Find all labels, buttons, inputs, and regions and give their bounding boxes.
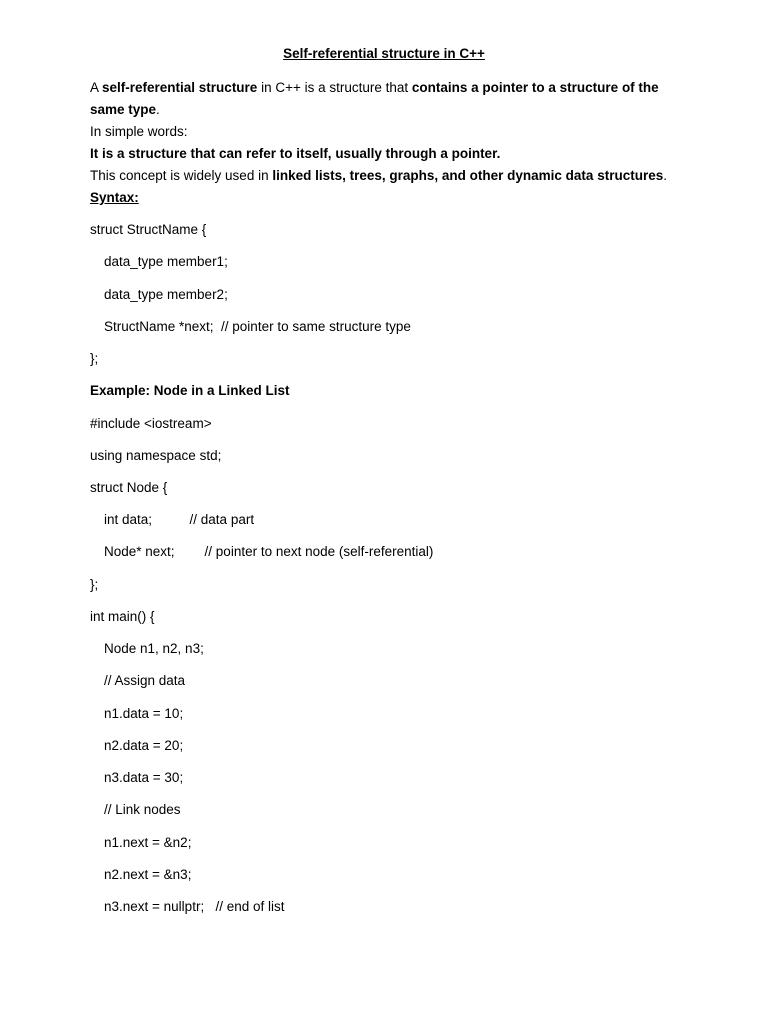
intro-text: A	[90, 80, 103, 95]
intro-bold-phrase: linked lists, trees, graphs, and other dynamic data structures	[272, 168, 664, 183]
example-code-line: };	[90, 577, 99, 592]
example-code-line: Node* next; // pointer to next node (self-referential)	[104, 544, 434, 559]
example-code-line: n3.data = 30;	[104, 770, 184, 785]
intro-text: in C++ is a structure that	[257, 80, 412, 95]
intro-bold-term: self-referential structure	[102, 80, 258, 95]
example-code-line: struct Node {	[90, 480, 168, 495]
example-code-line: n3.next = nullptr; // end of list	[104, 899, 285, 914]
intro-bold-phrase: contains a pointer to a structure of the	[411, 80, 659, 95]
intro-text: This concept is widely used in	[90, 168, 273, 183]
example-code-line: Node n1, n2, n3;	[104, 641, 204, 656]
example-code-line: int data; // data part	[104, 512, 255, 527]
example-code-line: n2.next = &n3;	[104, 867, 192, 882]
intro-line-4: It is a structure that can refer to itself, usually through a pointer.	[90, 146, 501, 161]
example-code-line: int main() {	[90, 609, 155, 624]
intro-line-3: In simple words:	[90, 124, 188, 139]
example-code-line: // Link nodes	[104, 802, 181, 817]
syntax-code-line: StructName *next; // pointer to same structure type	[104, 319, 411, 334]
intro-text: .	[663, 168, 667, 183]
syntax-code-line: struct StructName {	[90, 222, 207, 237]
syntax-code-line: data_type member1;	[104, 254, 228, 269]
intro-line-5	[90, 165, 690, 187]
example-code-line: n1.next = &n2;	[104, 835, 192, 850]
intro-text: .	[156, 102, 160, 117]
syntax-code-line: };	[90, 351, 99, 366]
intro-line-1	[90, 77, 690, 99]
example-code-line: n1.data = 10;	[104, 706, 184, 721]
intro-paragraph	[90, 77, 690, 209]
document-title: Self-referential structure in C++	[283, 46, 485, 61]
syntax-label: Syntax:	[90, 190, 139, 205]
syntax-code-line: data_type member2;	[104, 287, 228, 302]
intro-line-2	[90, 99, 690, 121]
example-code-line: #include <iostream>	[90, 416, 212, 431]
example-heading: Example: Node in a Linked List	[90, 383, 290, 398]
intro-bold-phrase: same type	[90, 102, 157, 117]
example-code-line: n2.data = 20;	[104, 738, 184, 753]
example-code-line: using namespace std;	[90, 448, 222, 463]
example-code-line: // Assign data	[104, 673, 186, 688]
